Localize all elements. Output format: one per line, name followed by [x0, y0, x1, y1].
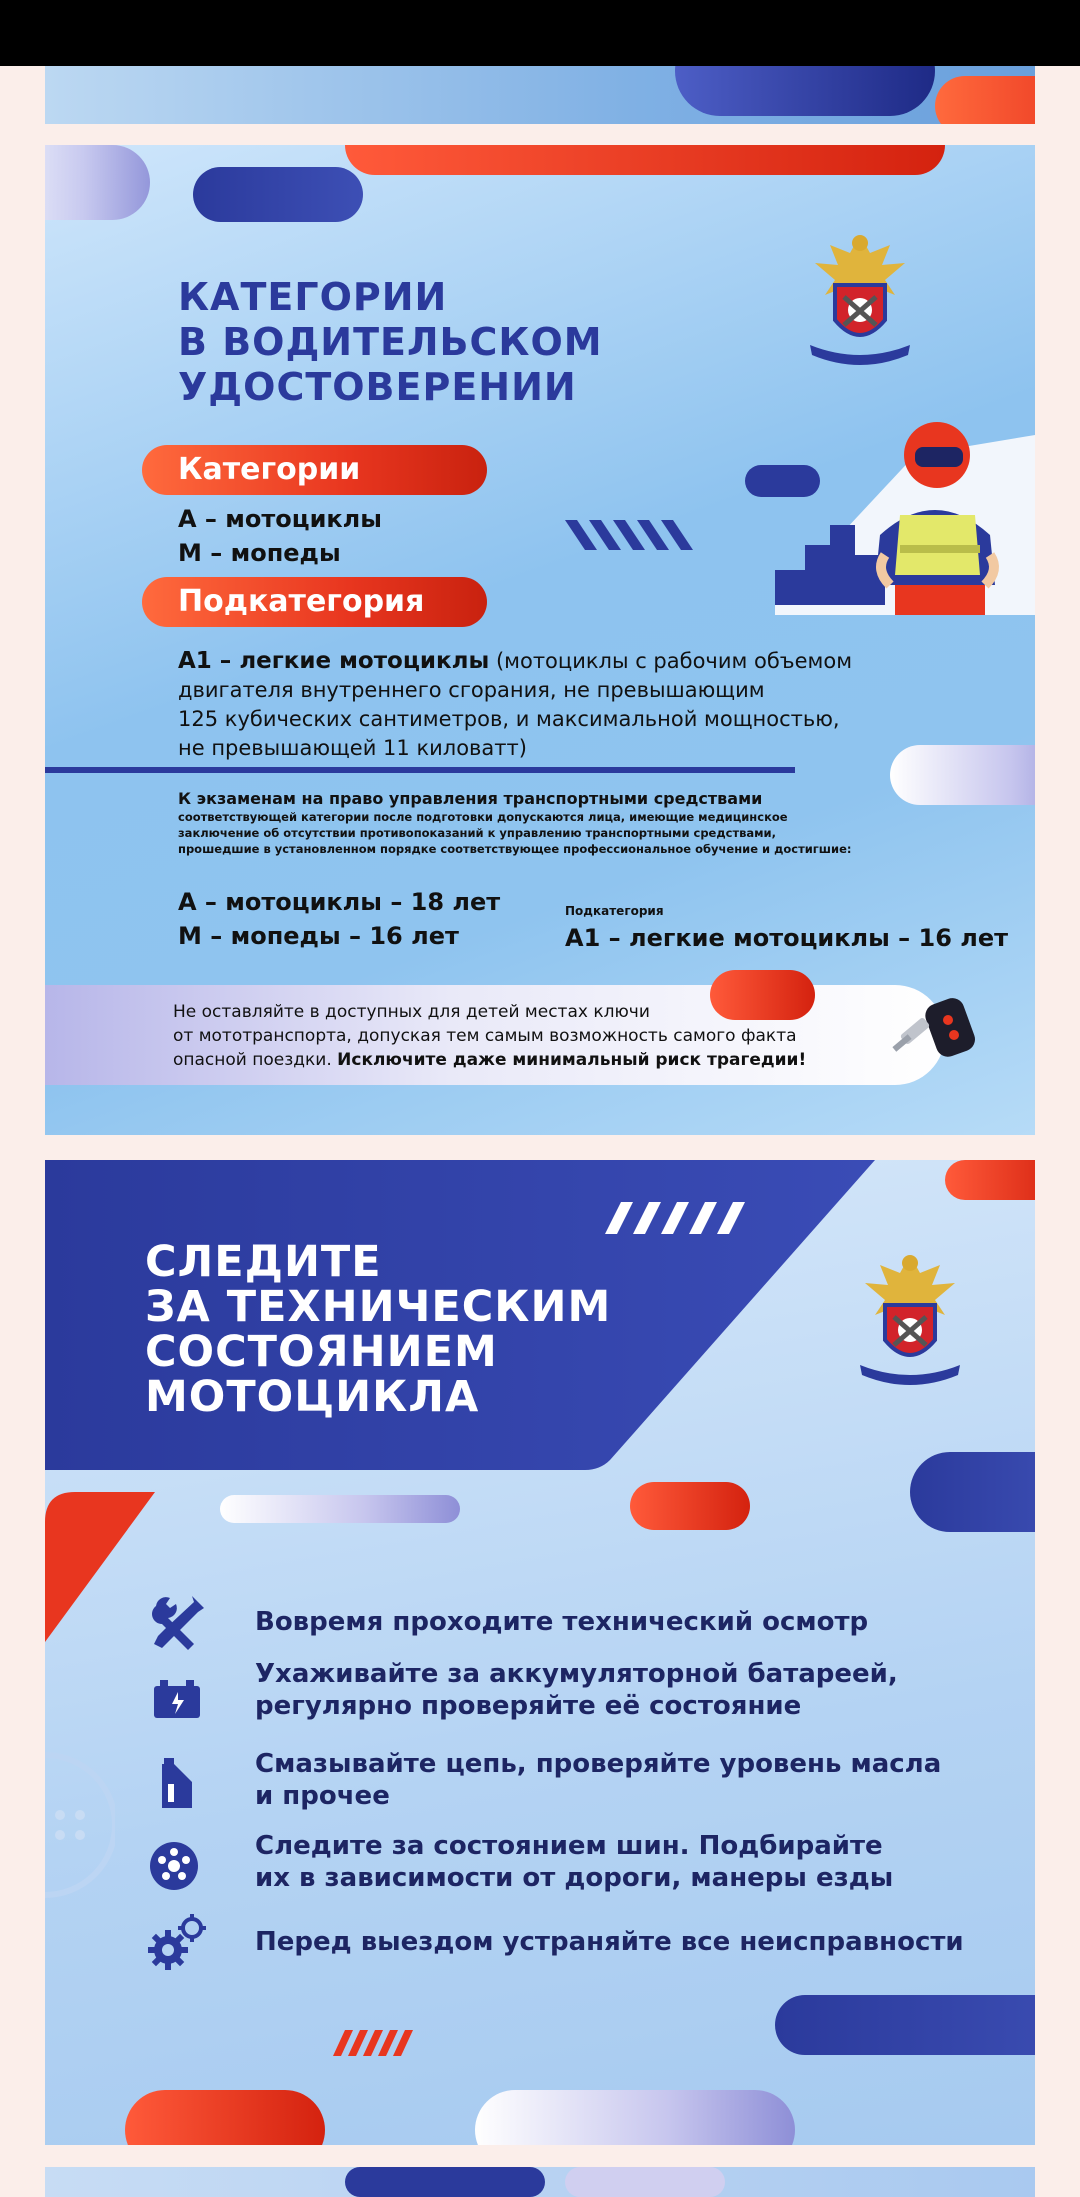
age-category-m: М – мопеды – 16 лет [178, 922, 459, 950]
decor-lavender-pill [220, 1495, 460, 1523]
decor-stripes-white [605, 1202, 765, 1234]
decor-navy-pill [345, 2167, 545, 2197]
age-category-a: А – мотоциклы – 18 лет [178, 888, 501, 916]
decor-red-triangle [45, 1492, 155, 1642]
motorcyclist-illustration [775, 395, 1035, 615]
decor-red-pill [935, 76, 1035, 124]
decor-navy-pill [193, 167, 363, 222]
age-subcategory-label: Подкатегория [565, 904, 664, 918]
card-title: КАТЕГОРИИ В ВОДИТЕЛЬСКОМ УДОСТОВЕРЕНИИ [178, 275, 603, 409]
warning-note-text: Не оставляйте в доступных для детей местах ключи от мототранспорта, допуская тем самым возможность самого факта опасной поездки. Исключите даже минимальный риск трагедии! [173, 1002, 807, 1070]
decor-navy-pill [775, 1995, 1035, 2055]
card-title: СЛЕДИТЕ ЗА ТЕХНИЧЕСКИМ СОСТОЯНИЕМ МОТОЦИКЛА [145, 1237, 612, 1422]
infographic-card-technical: СЛЕДИТЕ ЗА ТЕХНИЧЕСКИМ СОСТОЯНИЕМ МОТОЦИКЛА Вовремя проходите технический осмотр Ухаживайте за аккумуляторной батареей, регулярно проверяйте её состояние Смазывайте цепь, проверяйте уровень масла и прочее Следите за состоянием шин. Подбирайте их в зависимости от дороги, манеры езды Перед выездом устраняйте все неисправности [45, 1160, 1035, 2145]
decor-lavender-pill [475, 2090, 795, 2145]
police-emblem-icon [800, 225, 920, 375]
tag-categories: Категории [142, 445, 487, 495]
decor-red-pill [630, 1482, 750, 1530]
subcategory-a1-description: А1 – легкие мотоциклы (мотоциклы с рабочим объемом двигателя внутреннего сгорания, не превышающим 125 кубических сантиметров, и максимальной мощностью, не превышающей 11 киловатт) [178, 648, 853, 760]
status-bar [0, 0, 1080, 66]
decor-stripes-red [333, 2030, 415, 2056]
oil-canister-icon [148, 1754, 208, 1814]
category-m: М – мопеды [178, 539, 341, 567]
decor-red-pill [945, 1160, 1035, 1200]
decor-red-pill [345, 145, 945, 175]
infographic-card-categories [45, 145, 1035, 1135]
decor-lavender-pill [565, 2167, 725, 2197]
battery-icon [148, 1672, 208, 1732]
decor-ring [45, 1750, 115, 1900]
wheel-icon [148, 1836, 208, 1896]
police-emblem-icon [850, 1245, 970, 1395]
age-subcategory-a1: А1 – легкие мотоциклы – 16 лет [565, 924, 1009, 952]
decor-red-pill [125, 2090, 325, 2145]
exam-requirements: соответствующей категории после подготовки допускаются лица, имеющие медицинское заключение об отсутствии противопоказаний к управлению транспортными средствами, прошедшие в установленном порядке соответствующее профессиональное обучение и достигшие: [178, 810, 852, 856]
infographic-card-previous [45, 66, 1035, 124]
car-keys-icon [890, 995, 980, 1065]
wrench-screwdriver-icon [148, 1592, 208, 1652]
decor-lavender-pill [45, 145, 150, 220]
infographic-card-next [45, 2167, 1035, 2197]
decor-stripes [565, 520, 700, 550]
decor-navy-pill [910, 1452, 1035, 1532]
exam-heading: К экзаменам на право управления транспортными средствами [178, 789, 763, 808]
category-a: А – мотоциклы [178, 505, 382, 533]
tag-subcategory: Подкатегория [142, 577, 487, 627]
gears-icon [148, 1912, 208, 1972]
decor-navy-pill [675, 66, 935, 116]
divider-line [45, 767, 795, 773]
